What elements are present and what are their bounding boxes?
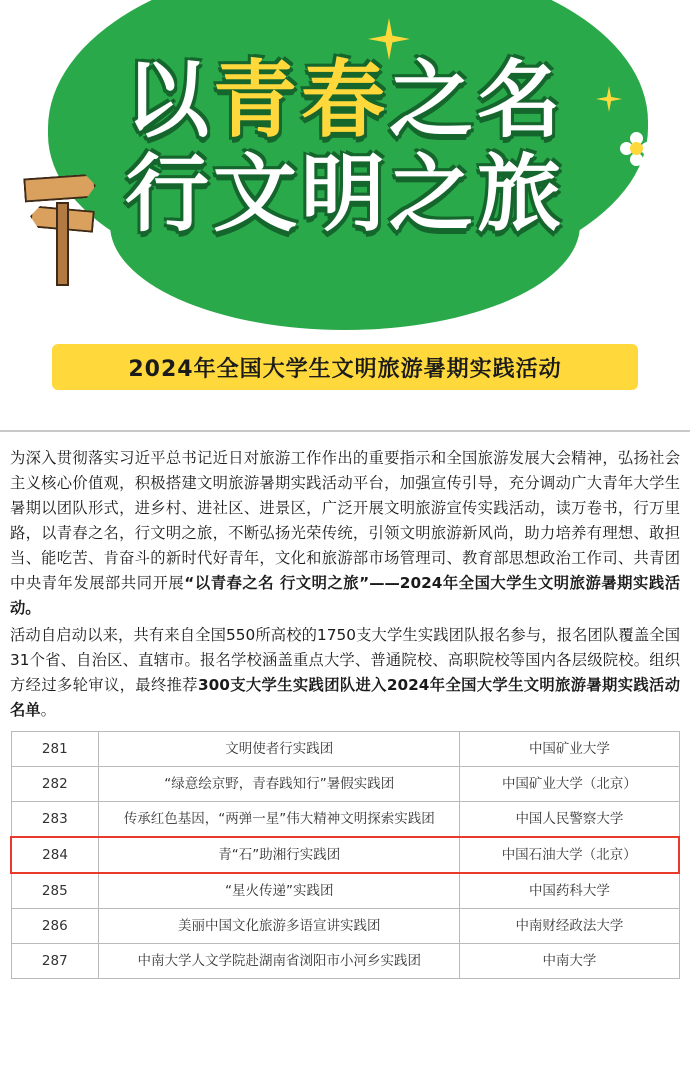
poster-title	[0, 51, 690, 243]
table-row-highlighted	[11, 837, 679, 873]
table-cell-school: 中南财经政法大学	[460, 909, 679, 944]
table-row	[11, 944, 679, 979]
table-cell-school: 中国矿业大学（北京）	[460, 767, 679, 802]
poster-title-part2: 之名	[389, 51, 566, 149]
poster-ribbon	[52, 344, 638, 390]
table-row	[11, 873, 679, 909]
article-paragraph-2-bold: 300支大学生实践团队进入2024年全国大学生文明旅游暑期实践活动名单	[10, 676, 680, 719]
table-cell-school: 中国石油大学（北京）	[460, 837, 679, 873]
table-cell-no: 284	[11, 837, 99, 873]
team-list-table-wrapper	[10, 731, 680, 979]
team-list-table	[10, 731, 680, 979]
table-row	[11, 802, 679, 838]
poster-title-part1: 以	[124, 51, 213, 149]
table-cell-school: 中南大学	[460, 944, 679, 979]
table-cell-no: 283	[11, 802, 99, 838]
table-cell-team: 传承红色基因，“两弹一星”伟大精神文明探索实践团	[99, 802, 460, 838]
poster-ribbon-text: 2024年全国大学生文明旅游暑期实践活动	[128, 356, 562, 382]
table-cell-no: 285	[11, 873, 99, 909]
poster-banner	[0, 0, 690, 432]
team-list-table-body	[11, 732, 679, 979]
table-cell-school: 中国矿业大学	[460, 732, 679, 767]
table-cell-team: “绿意绘京野，青春践知行”暑假实践团	[99, 767, 460, 802]
article-paragraph-2-text-a: 活动自启动以来，共有来自全国550所高校的1750支大学生实践团队报名参与，报名团队覆盖全国31个省、自治区、直辖市。报名学校涵盖重点大学、普通院校、高职院校等国内各层级院校。组织方经过多轮审议，最终推荐	[10, 626, 680, 694]
table-cell-team: “星火传递”实践团	[99, 873, 460, 909]
article-paragraph-1-bold: “以青春之名 行文明之旅”——2024年全国大学生文明旅游暑期实践活动。	[10, 574, 680, 617]
table-cell-school: 中国药科大学	[460, 873, 679, 909]
table-cell-no: 287	[11, 944, 99, 979]
article-body	[0, 432, 690, 723]
table-cell-no: 286	[11, 909, 99, 944]
table-cell-no: 282	[11, 767, 99, 802]
article-paragraph-2	[10, 623, 680, 723]
article-paragraph-1-text: 为深入贯彻落实习近平总书记近日对旅游工作作出的重要指示和全国旅游发展大会精神，弘扬社会主义核心价值观，积极搭建文明旅游暑期实践活动平台，加强宣传引导，充分调动广大青年大学生暑期以团队形式，进乡村、进社区、进景区，广泛开展文明旅游宣传实践活动，读万卷书，行万里路，以青春之名，行文明之旅，不断弘扬光荣传统，引领文明旅游新风尚，助力培养有理想、敢担当、能吃苦、肯奋斗的新时代好青年，文化和旅游部市场管理司、教育部思想政治工作司、共青团中央青年发展部共同开展	[10, 449, 680, 592]
table-cell-team: 青“石”助湘行实践团	[99, 837, 460, 873]
table-row	[11, 732, 679, 767]
table-cell-school: 中国人民警察大学	[460, 802, 679, 838]
table-cell-no: 281	[11, 732, 99, 767]
poster-title-highlight: 青春	[212, 51, 389, 149]
poster-title-line2: 行文明之旅	[124, 144, 565, 243]
table-cell-team: 文明使者行实践团	[99, 732, 460, 767]
article-paragraph-2-text-b: 。	[40, 701, 56, 719]
table-row	[11, 767, 679, 802]
poster-divider	[0, 430, 690, 432]
table-row	[11, 909, 679, 944]
table-cell-team: 美丽中国文化旅游多语宣讲实践团	[99, 909, 460, 944]
article-paragraph-1	[10, 446, 680, 621]
table-cell-team: 中南大学人文学院赴湖南省浏阳市小河乡实践团	[99, 944, 460, 979]
